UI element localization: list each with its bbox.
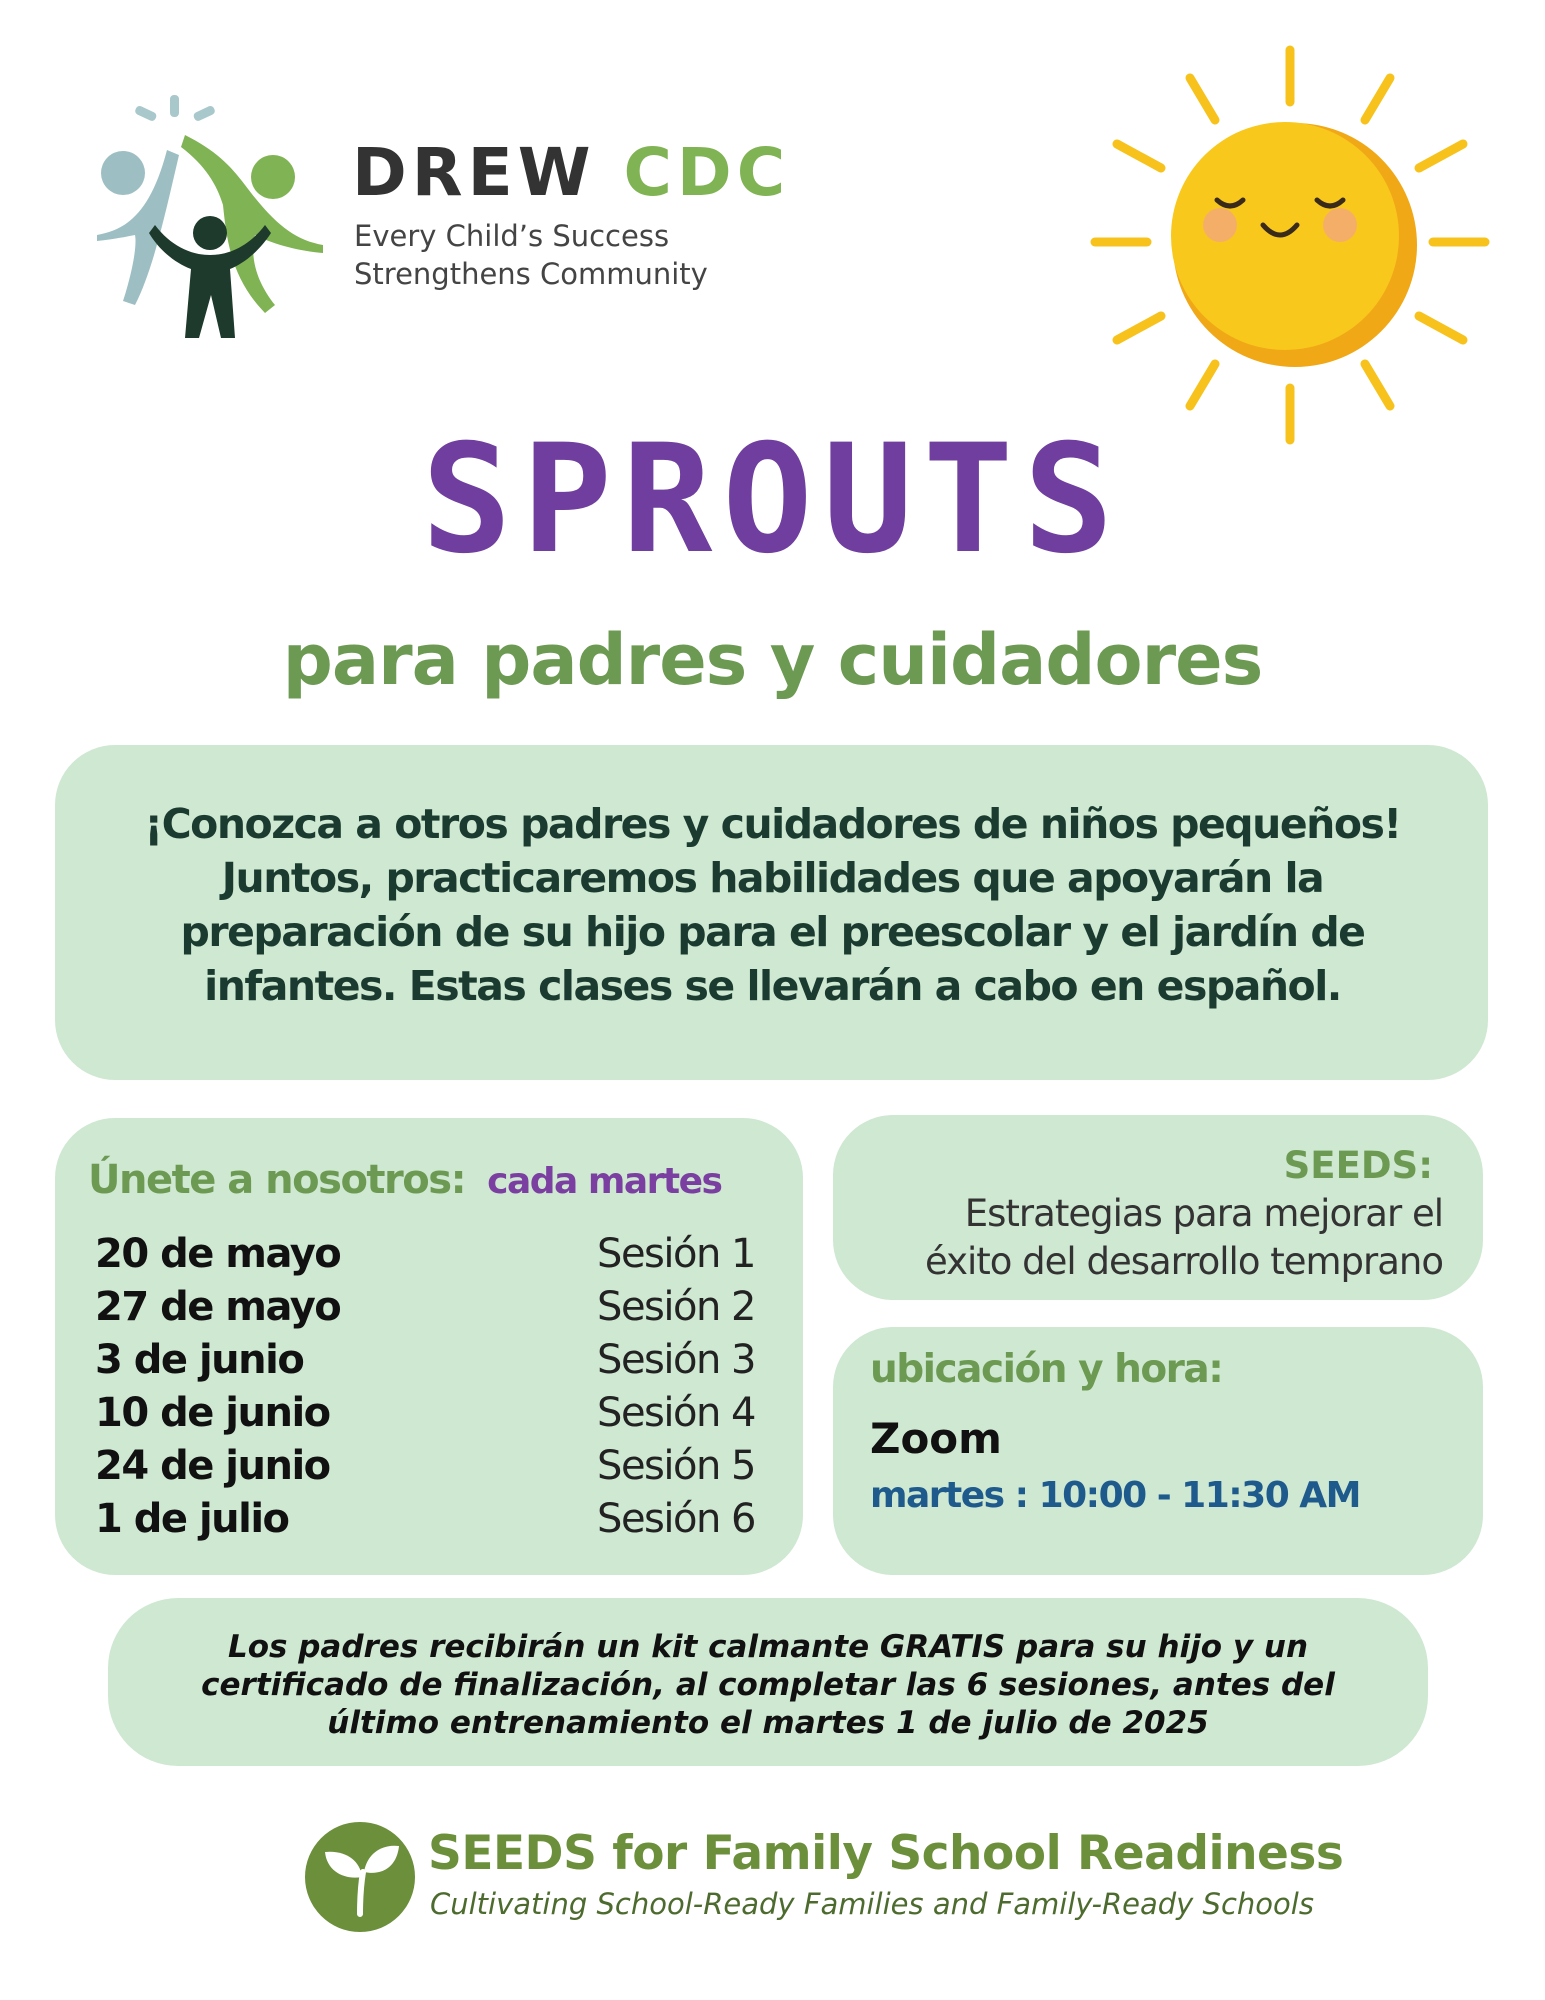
schedule-row [95, 1440, 755, 1492]
note-line: Los padres recibirán un kit calmante GRATIS para su hijo y un [227, 1629, 1309, 1665]
schedule-row [95, 1387, 755, 1439]
session-number: Sesión 1 [597, 1231, 755, 1277]
org-tagline-line2: Strengthens Community [354, 257, 708, 291]
location-label: ubicación y hora: [870, 1347, 1223, 1392]
intro-line: ¡Conozca a otros padres y cuidadores de niños pequeños! [144, 800, 1401, 848]
intro-line: preparación de su hijo para el preescolar y el jardín de [180, 908, 1365, 956]
org-name-cdc: CDC [623, 134, 791, 211]
intro-line: Juntos, practicaremos habilidades que apoyarán la [221, 854, 1324, 902]
intro-text [90, 797, 1455, 1013]
page-subtitle: para padres y cuidadores [282, 619, 1263, 701]
page-title: SPROUTS [421, 413, 1124, 587]
session-date: 10 de junio [95, 1390, 330, 1436]
footer-title: SEEDS for Family School Readiness [428, 1826, 1344, 1881]
note-line: último entrenamiento el martes 1 de julio de 2025 [327, 1705, 1209, 1741]
session-date: 1 de julio [95, 1496, 289, 1542]
sun-icon [1085, 40, 1505, 460]
schedule-heading [88, 1157, 722, 1203]
location-time: martes : 10:00 - 11:30 AM [870, 1475, 1360, 1516]
drew-cdc-logo-icon [95, 95, 325, 340]
intro-line: infantes. Estas clases se llevarán a cabo en español. [204, 962, 1341, 1010]
seeds-description [833, 1190, 1443, 1286]
session-date: 3 de junio [95, 1337, 304, 1383]
location-place: Zoom [870, 1414, 1002, 1463]
session-date: 20 de mayo [95, 1231, 341, 1277]
session-number: Sesión 5 [597, 1443, 755, 1489]
note-text [120, 1628, 1416, 1742]
seeds-description-line: éxito del desarrollo temprano [924, 1240, 1443, 1283]
schedule-frequency: cada martes [487, 1161, 722, 1202]
schedule-row [95, 1493, 755, 1545]
seeds-title: SEEDS: [1283, 1144, 1433, 1187]
seeds-description-line: Estrategias para mejorar el [964, 1192, 1443, 1235]
session-number: Sesión 2 [597, 1284, 755, 1330]
org-name [352, 134, 791, 211]
note-line: certificado de finalización, al completar las 6 sesiones, antes del [201, 1667, 1335, 1703]
schedule-row [95, 1281, 755, 1333]
session-number: Sesión 3 [597, 1337, 755, 1383]
sprout-icon [305, 1822, 415, 1932]
schedule-label: Únete a nosotros: [88, 1157, 466, 1203]
org-name-drew: DREW [352, 134, 596, 211]
session-date: 27 de mayo [95, 1284, 341, 1330]
session-number: Sesión 4 [597, 1390, 755, 1436]
org-tagline-line1: Every Child’s Success [354, 219, 670, 253]
session-number: Sesión 6 [597, 1496, 755, 1542]
schedule-row [95, 1228, 755, 1280]
footer-tagline: Cultivating School-Ready Families and Family-Ready Schools [430, 1887, 1314, 1921]
session-date: 24 de junio [95, 1443, 330, 1489]
schedule-row [95, 1334, 755, 1386]
